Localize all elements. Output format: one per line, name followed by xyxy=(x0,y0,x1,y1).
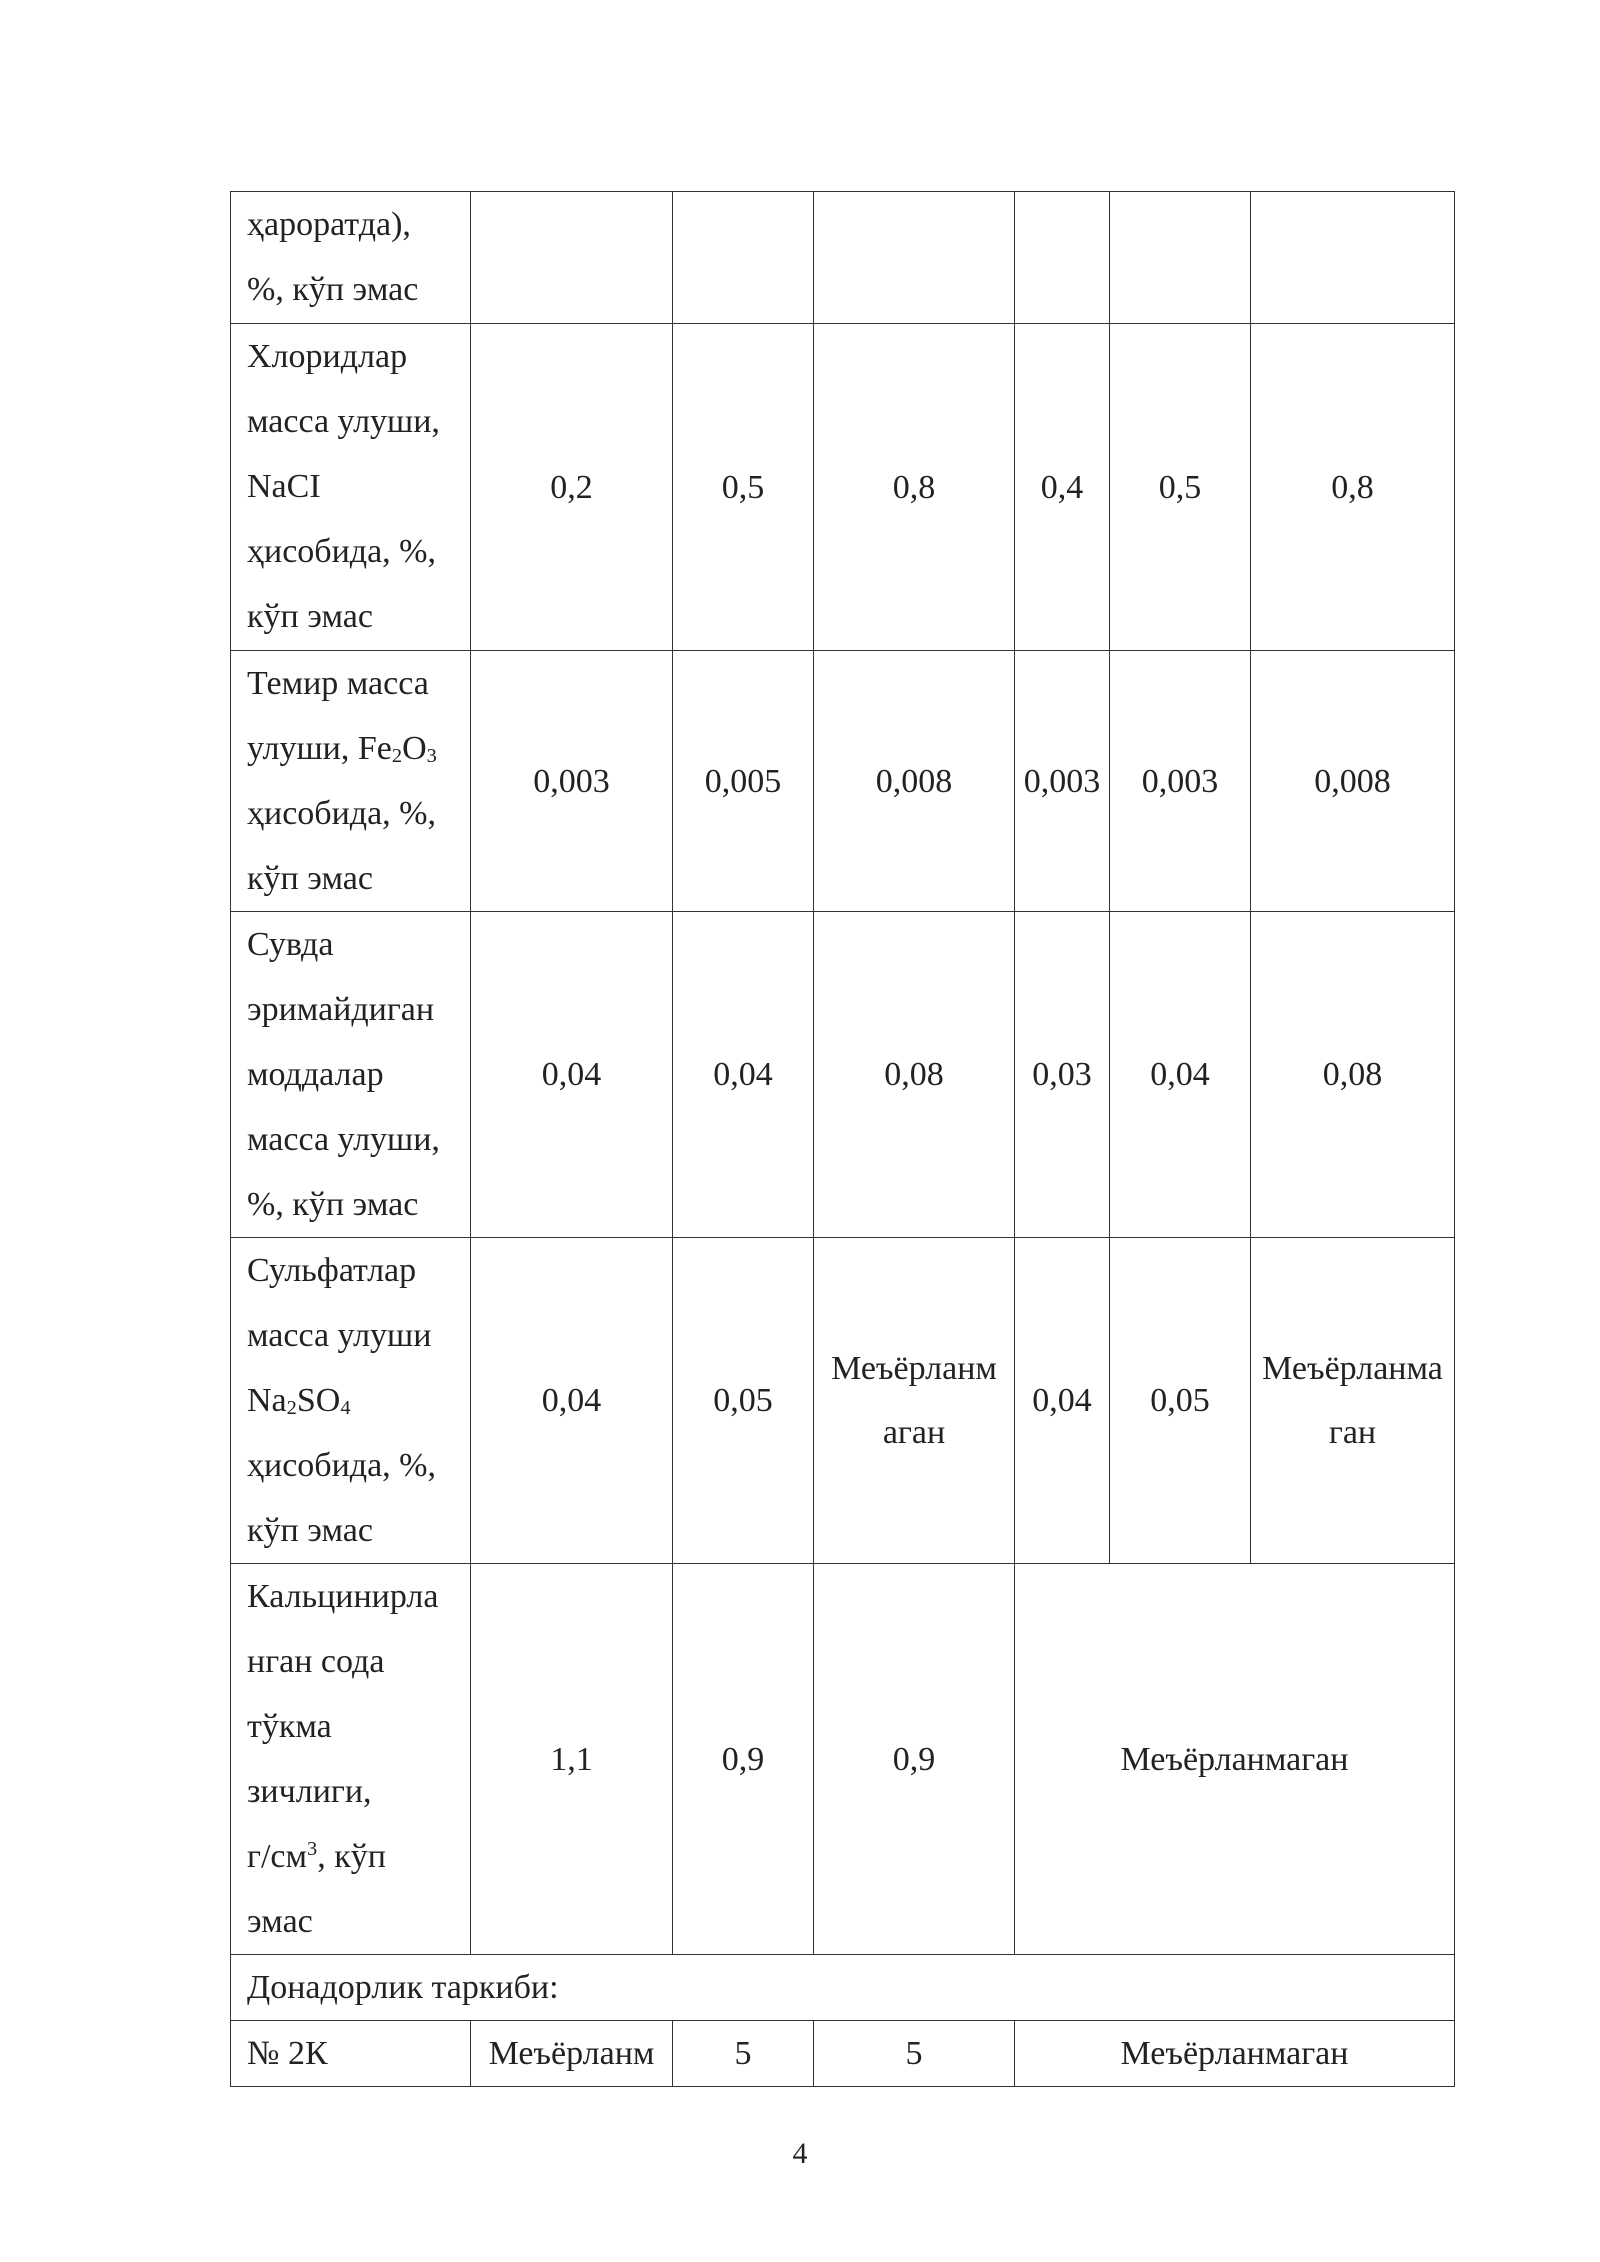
table-cell: 0,2 xyxy=(471,324,673,651)
table-cell: 0,003 xyxy=(471,651,673,912)
table-cell: 0,04 xyxy=(1015,1238,1110,1564)
table-cell xyxy=(1251,192,1455,324)
table-row xyxy=(231,2021,1455,2087)
table-cell: 5 xyxy=(814,2021,1015,2087)
table-cell: 0,08 xyxy=(1251,912,1455,1238)
table-cell xyxy=(673,192,814,324)
row-label: Сульфатлар масса улуши $Na_2SO_4$ ҳисобида, %, кўп эмас xyxy=(231,1238,471,1564)
table-cell xyxy=(814,192,1015,324)
table-cell: 0,08 xyxy=(814,912,1015,1238)
table-cell: 0,05 xyxy=(1110,1238,1251,1564)
table-cell: 5 xyxy=(673,2021,814,2087)
row-label: Сувда эримайдиган моддалар масса улуши, %, кўп эмас xyxy=(231,912,471,1238)
row-label: ҳароратда), %, кўп эмас xyxy=(231,192,471,324)
section-header: Донадорлик таркиби: xyxy=(231,1955,1455,2021)
table-cell: 0,008 xyxy=(1251,651,1455,912)
row-label: Темир масса улуши, $Fe_2O_3$ ҳисобида, %, кўп эмас xyxy=(231,651,471,912)
table-cell: Меъёрланма ган xyxy=(1251,1238,1455,1564)
table-cell: 0,9 xyxy=(673,1564,814,1955)
table-cell: 0,04 xyxy=(471,912,673,1238)
table-cell: 0,5 xyxy=(673,324,814,651)
table-row xyxy=(231,192,1455,324)
table-cell: 0,003 xyxy=(1015,651,1110,912)
table-cell: 0,5 xyxy=(1110,324,1251,651)
table-cell: 0,05 xyxy=(673,1238,814,1564)
merged-cell: Меъёрланмаган xyxy=(1015,1564,1455,1955)
table-cell: 0,003 xyxy=(1110,651,1251,912)
merged-cell: Меъёрланмаган xyxy=(1015,2021,1455,2087)
table-cell xyxy=(471,192,673,324)
row-label: Кальцинирла нган сода тўкма зичлиги, $г/см^3$, кўп эмас xyxy=(231,1564,471,1955)
table-row xyxy=(231,324,1455,651)
table-cell: 0,04 xyxy=(471,1238,673,1564)
row-label: № 2К xyxy=(231,2021,471,2087)
table-cell: 0,04 xyxy=(1110,912,1251,1238)
table-row xyxy=(231,912,1455,1238)
table-cell: Меъёрланм xyxy=(471,2021,673,2087)
table-cell: 0,8 xyxy=(1251,324,1455,651)
table-cell: 1,1 xyxy=(471,1564,673,1955)
page-number: 4 xyxy=(792,2137,808,2170)
table-cell xyxy=(1110,192,1251,324)
table-cell: 0,4 xyxy=(1015,324,1110,651)
table-row xyxy=(231,651,1455,912)
table-cell: 0,9 xyxy=(814,1564,1015,1955)
table-cell xyxy=(1015,192,1110,324)
table-row xyxy=(231,1238,1455,1564)
table-cell: 0,008 xyxy=(814,651,1015,912)
table-cell: 0,005 xyxy=(673,651,814,912)
table-cell: 0,8 xyxy=(814,324,1015,651)
table-cell: 0,04 xyxy=(673,912,814,1238)
table-row xyxy=(231,1955,1455,2021)
table-row xyxy=(231,1564,1455,1955)
row-label: Хлоридлар масса улуши, NaCI ҳисобида, %, кўп эмас xyxy=(231,324,471,651)
specification-table xyxy=(230,191,1455,2087)
table-cell: Меъёрланм аган xyxy=(814,1238,1015,1564)
table-cell: 0,03 xyxy=(1015,912,1110,1238)
